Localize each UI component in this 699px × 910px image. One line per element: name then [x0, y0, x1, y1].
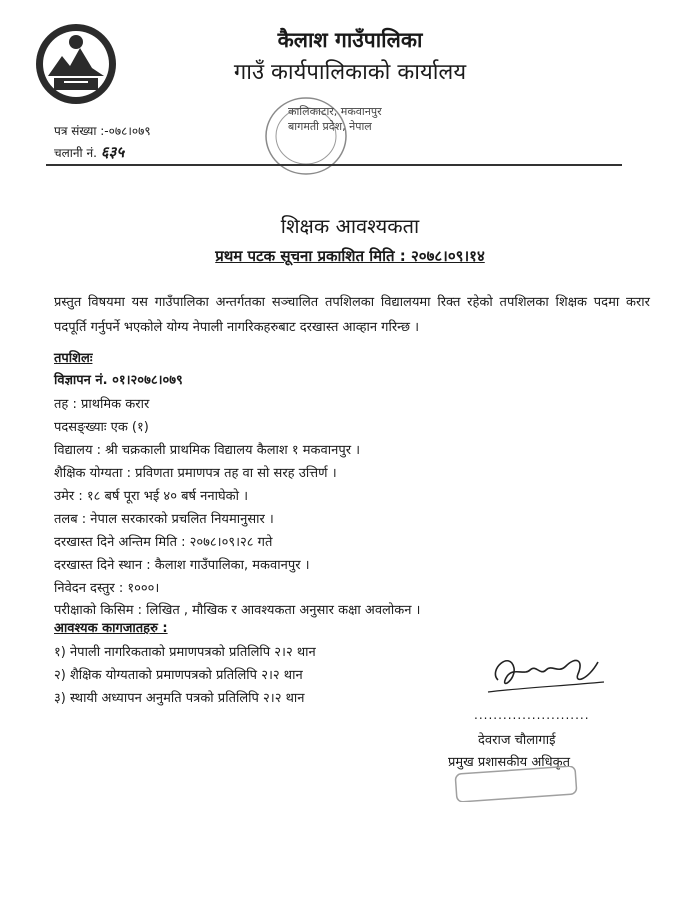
- dispatch-number-value: ६३५: [100, 143, 125, 161]
- notice-intro: प्रस्तुत विषयमा यस गाउँपालिका अन्तर्गतका सञ्चालित तपशिलका विद्यालयमा रिक्त रहेको तपशिलका शिक्षक पदमा करार पदपूर्ति गर्नुपर्ने भएकोले योग्य नेपाली नागरिकहरुबाट दरखास्त आव्हान गरिन्छ ।: [54, 295, 650, 335]
- detail-line: उमेर : १८ बर्ष पूरा भई ४० बर्ष ननाघेको ।: [54, 489, 249, 504]
- details-label: तपशिलः: [54, 351, 93, 366]
- detail-line: तलब : नेपाल सरकारको प्रचलित नियमानुसार ।: [54, 512, 274, 527]
- signature-line: ........................: [474, 708, 590, 722]
- document-item: २) शैक्षिक योग्यताको प्रमाणपत्रको प्रतिलिपि २।२ थान: [54, 668, 303, 683]
- document-item: ३) स्थायी अध्यापन अनुमति पत्रको प्रतिलिपि २।२ थान: [54, 691, 305, 706]
- dispatch-number: [54, 142, 124, 162]
- office-name: गाउँ कार्यपालिकाको कार्यालय: [233, 60, 467, 85]
- detail-line: शैक्षिक योग्यता : प्रविणता प्रमाणपत्र तह वा सो सरह उत्तिर्ण ।: [54, 466, 337, 481]
- signer-name: देवराज चौलागाई: [478, 733, 556, 748]
- signer-title: प्रमुख प्रशासकीय अधिकृत: [448, 755, 571, 770]
- detail-line: पदसङ्ख्याः एक (१): [54, 420, 149, 435]
- detail-line: विद्यालय : श्री चक्रकाली प्राथमिक विद्यालय कैलाश १ मकवानपुर ।: [54, 443, 361, 458]
- notice-title: शिक्षक आवश्यकता: [280, 214, 420, 238]
- dispatch-number-label: चलानी नं.: [54, 146, 97, 160]
- letter-number: पत्र संख्या :-०७८।०७९: [54, 124, 151, 138]
- handwritten-signature-icon: [480, 640, 610, 704]
- stamp-address: [288, 104, 408, 134]
- detail-line: विज्ञापन नं. ०१।२०७८।०७९: [54, 373, 183, 388]
- official-seal-icon: [450, 766, 590, 802]
- stamp-address-line1: कालिकाटार, मकवानपुर: [288, 105, 382, 118]
- document-item: १) नेपाली नागरिकताको प्रमाणपत्रको प्रतिलिपि २।२ थान: [54, 645, 316, 660]
- documents-label: आवश्यक कागजातहरु :: [54, 621, 168, 636]
- detail-line: दरखास्त दिने अन्तिम मिति : २०७८।०९।२८ गते: [54, 535, 273, 550]
- detail-line: परीक्षाको किसिम : लिखित , मौखिक र आवश्यकता अनुसार कक्षा अवलोकन ।: [54, 603, 421, 618]
- organization-name: कैलाश गाउँपालिका: [277, 28, 423, 52]
- notice-subtitle: प्रथम पटक सूचना प्रकाशित मिति : २०७८।०९।१४: [215, 247, 485, 265]
- stamp-address-line2: बागमती प्रदेश, नेपाल: [288, 120, 372, 133]
- government-emblem-icon: [34, 22, 118, 106]
- header-divider: [46, 164, 622, 166]
- detail-line: दरखास्त दिने स्थान : कैलाश गाउँपालिका, मकवानपुर ।: [54, 558, 310, 573]
- detail-line: तह : प्राथमिक करार: [54, 397, 150, 412]
- detail-line: निवेदन दस्तुर : १०००।: [54, 581, 160, 596]
